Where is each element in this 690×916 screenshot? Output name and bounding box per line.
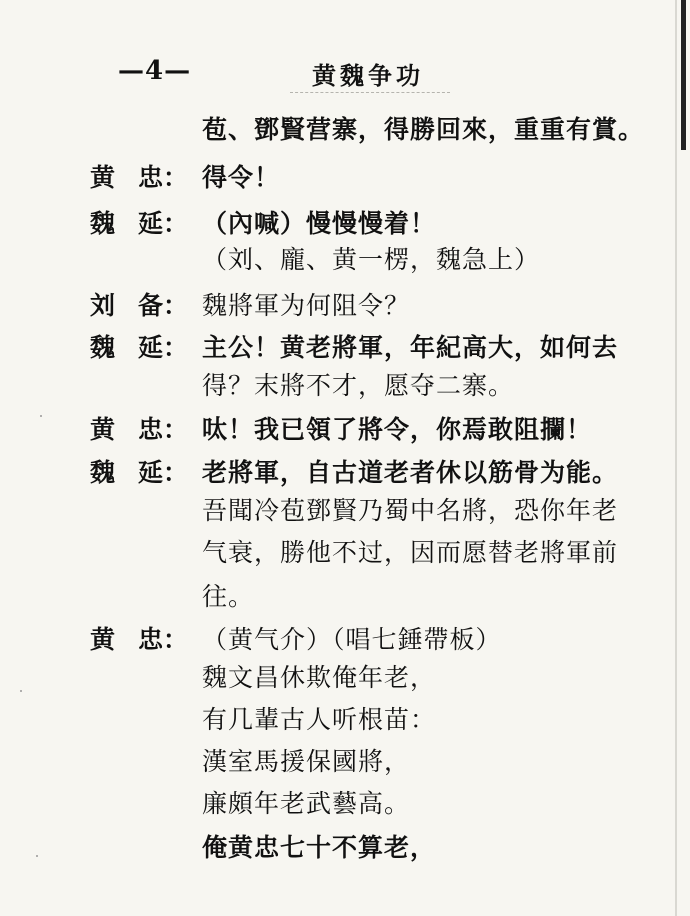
- lyric-line: 魏文昌休欺俺年老，: [202, 663, 437, 692]
- speaker-char: 黄: [90, 163, 116, 192]
- script-line: [0, 622, 690, 658]
- speaker-char: 黄: [90, 625, 116, 654]
- line-text: 得令！: [202, 163, 281, 192]
- lyric-line: 漢室馬援保國將，: [202, 747, 411, 776]
- script-line: [0, 830, 690, 866]
- paper-speck: [40, 415, 42, 417]
- script-line: [0, 112, 690, 148]
- stage-direction: （黄气介）（唱七錘帶板）: [202, 625, 502, 654]
- line-text: 魏將軍为何阻令？: [202, 291, 411, 320]
- line-text: 苞、鄧賢营寨，得勝回來，重重有賞。: [202, 115, 645, 144]
- page-header: [0, 56, 690, 90]
- script-line: [0, 412, 690, 448]
- speaker-char: 延：: [138, 209, 189, 238]
- script-line: [0, 455, 690, 491]
- script-line: [0, 493, 690, 529]
- script-line: [0, 206, 690, 242]
- paper-speck: [20, 690, 22, 692]
- speaker-char: 备：: [138, 291, 189, 320]
- page-number: —4—: [118, 56, 192, 86]
- script-line: [0, 288, 690, 324]
- line-text: 气衰，勝他不过，因而愿替老將軍前: [202, 538, 619, 567]
- speaker-char: 延：: [138, 333, 189, 362]
- speaker-char: 魏: [90, 333, 116, 362]
- lyric-line: 俺黄忠七十不算老，: [202, 833, 437, 862]
- script-line: [0, 535, 690, 571]
- speaker-char: 忠：: [138, 415, 189, 444]
- speaker-char: 忠：: [138, 163, 189, 192]
- line-text: 主公！黄老將軍，年紀高大，如何去: [202, 333, 619, 362]
- script-line: [0, 702, 690, 738]
- script-line: [0, 786, 690, 822]
- line-text: 往。: [202, 582, 255, 611]
- running-title: 黄魏争功: [312, 61, 424, 90]
- speaker-char: 魏: [90, 209, 116, 238]
- line-text: 老將軍，自古道老者休以筋骨为能。: [202, 458, 619, 487]
- speaker-char: 黄: [90, 415, 116, 444]
- script-line: [0, 330, 690, 366]
- line-text: 呔！我已領了將令，你焉敢阻攔！: [202, 415, 593, 444]
- line-text: 得？末將不才，愿夺二寨。: [202, 371, 515, 400]
- script-line: [0, 160, 690, 196]
- script-line: [0, 368, 690, 404]
- paper-speck: [36, 855, 38, 857]
- speaker-char: 魏: [90, 458, 116, 487]
- speaker-char: 延：: [138, 458, 189, 487]
- header-underline-smudge: [290, 92, 450, 95]
- stage-direction: （刘、龐、黄一楞，魏急上）: [202, 245, 541, 274]
- lyric-line: 有几輩古人听根苗：: [202, 705, 437, 734]
- lyric-line: 廉頗年老武藝高。: [202, 789, 411, 818]
- script-line: [0, 660, 690, 696]
- script-line: [0, 744, 690, 780]
- line-text: （內喊）慢慢慢着！: [202, 209, 437, 238]
- script-line: [0, 242, 690, 278]
- speaker-char: 刘: [90, 291, 116, 320]
- script-line: [0, 579, 690, 615]
- speaker-char: 忠：: [138, 625, 189, 654]
- line-text: 吾聞冷苞鄧賢乃蜀中名將，恐你年老: [202, 496, 619, 525]
